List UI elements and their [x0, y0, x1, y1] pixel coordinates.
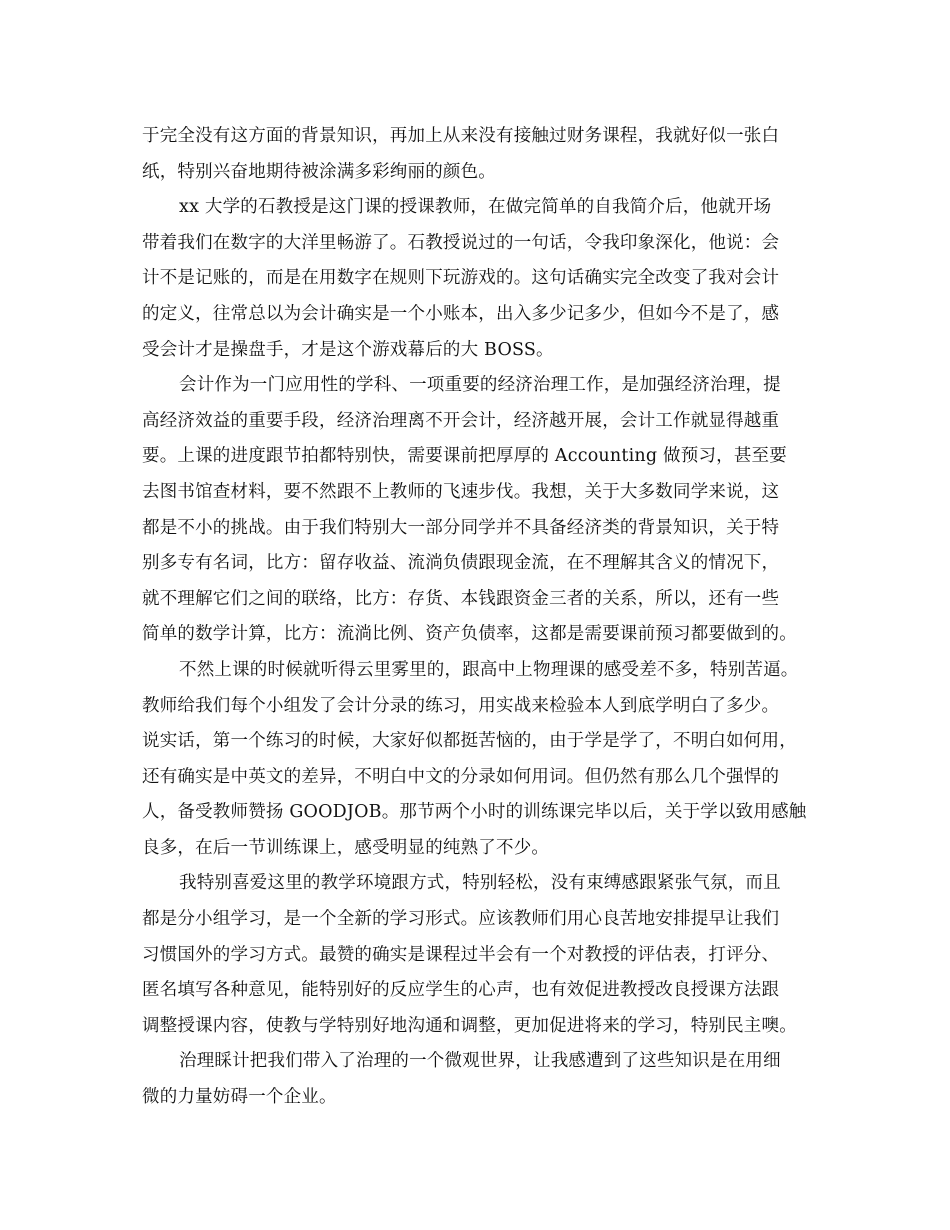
text-line: 于完全没有这方面的背景知识，再加上从来没有接触过财务课程，我就好似一张白 [142, 126, 780, 146]
paragraph-start-line: 会计作为一门应用性的学科、一项重要的经济治理工作，是加强经济治理，提 [179, 375, 781, 396]
text-line: 带着我们在数字的大洋里畅游了。石教授说过的一句话，令我印象深化，他说：会 [142, 232, 780, 253]
text-line: 就不理解它们之间的联络，比方：存货、本钱跟资金三者的关系，所以，还有一些 [142, 588, 780, 609]
text-line: 人，备受教师赞扬 GOODJOB。那节两个小时的训练课完毕以后，关于学以致用感触 [142, 802, 807, 823]
text-line: 教师给我们每个小组发了会计分录的练习，用实战来检验本人到底学明白了多少。 [142, 695, 780, 716]
text-line: 习惯国外的学习方式。最赞的确实是课程过半会有一个对教授的评估表，打评分、 [142, 944, 780, 965]
text-line: 的定义，往常总以为会计确实是一个小账本，出入多少记多少，但如今不是了，感 [142, 303, 780, 324]
text-line: 匿名填写各种意见，能特别好的反应学生的心声，也有效促进教授改良授课方法跟 [142, 980, 780, 1001]
text-line: 别多专有名词，比方：留存收益、流淌负债跟现金流，在不理解其含义的情况下， [142, 553, 780, 574]
text-line: 都是分小组学习，是一个全新的学习形式。应该教师们用心良苦地安排提早让我们 [142, 909, 780, 930]
text-line: 计不是记账的，而是在用数字在规则下玩游戏的。这句话确实完全改变了我对会计 [142, 268, 780, 289]
paragraph-start-line: xx 大学的石教授是这门课的授课教师，在做完简单的自我简介后，他就开场 [179, 197, 772, 218]
body-text [142, 119, 822, 1116]
text-line: 还有确实是中英文的差异，不明白中文的分录如何用词。但仍然有那么几个强悍的 [142, 766, 780, 787]
paragraph-start-line: 不然上课的时候就听得云里雾里的，跟高中上物理课的感受差不多，特别苦逼。 [179, 659, 799, 680]
text-line: 受会计才是操盘手，才是这个游戏幕后的大 BOSS。 [142, 339, 554, 360]
text-line: 要。上课的进度跟节拍都特别快，需要课前把厚厚的 Accounting 做预习，甚至要 [142, 446, 787, 467]
paragraph-start-line: 我特别喜爱这里的教学环境跟方式，特别轻松，没有束缚感跟紧张气氛，而且 [179, 873, 781, 894]
text-line: 简单的数学计算，比方：流淌比例、资产负债率，这都是需要课前预习都要做到的。 [142, 624, 797, 645]
text-line: 去图书馆查材料，要不然跟不上教师的飞速步伐。我想，关于大多数同学来说，这 [142, 481, 780, 502]
text-line: 调整授课内容，使教与学特别好地沟通和调整，更加促进将来的学习，特别民主噢。 [142, 1015, 797, 1036]
text-line: 说实话，第一个练习的时候，大家好似都挺苦恼的，由于学是学了，不明白如何用， [142, 731, 797, 752]
text-line: 都是不小的挑战。由于我们特别大一部分同学并不具备经济类的背景知识，关于特 [142, 517, 780, 538]
text-line: 良多，在后一节训练课上，感受明显的纯熟了不少。 [142, 837, 550, 858]
text-line: 微的力量妨碍一个企业。 [142, 1087, 337, 1108]
text-line: 纸，特别兴奋地期待被涂满多彩绚丽的颜色。 [142, 161, 496, 182]
paragraph-start-line: 治理睬计把我们带入了治理的一个微观世界，让我感遭到了这些知识是在用细 [179, 1051, 781, 1072]
text-line: 高经济效益的重要手段，经济治理离不开会计，经济越开展，会计工作就显得越重 [142, 410, 780, 431]
